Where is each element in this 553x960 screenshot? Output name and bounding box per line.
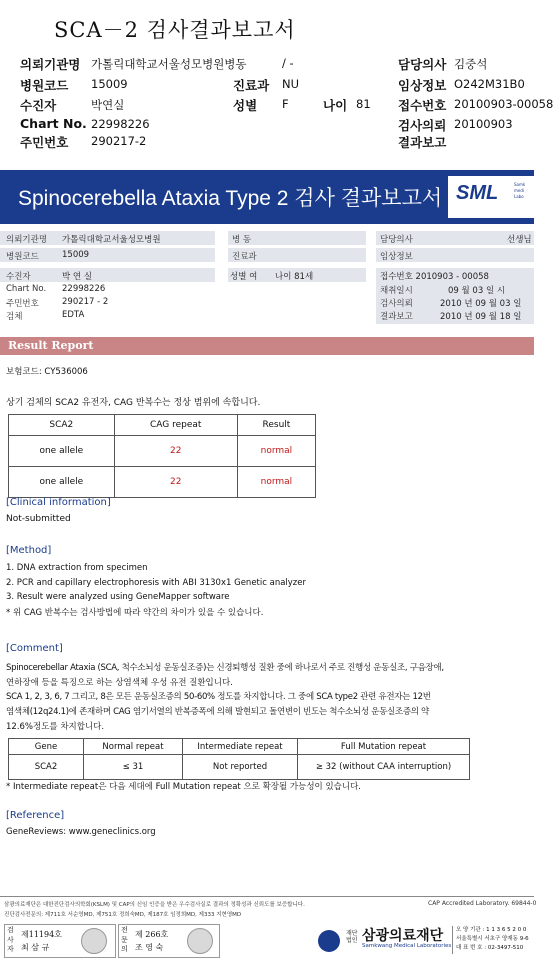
info-chart-label: Chart No. [6, 284, 47, 294]
info-req-label: 검사의뢰 [380, 299, 413, 309]
info-clinical-label: 임상정보 [380, 252, 413, 262]
footer-cap: CAP Accredited Laboratory. 69844-0 [428, 900, 537, 907]
document-title: SCA－2 검사결과보고서 [54, 18, 296, 42]
clinical-heading: [Clinical information] [6, 497, 111, 508]
allele-cell: one allele [9, 436, 115, 467]
intermediate-note: * Intermediate repeat은 다음 세대에 Full Mutation repeat 으로 확장될 가능성이 있습니다. [6, 782, 362, 792]
info-sample-value: EDTA [62, 310, 85, 320]
info-stripe [0, 268, 215, 282]
sex-label: 성별 [233, 98, 258, 113]
result-cell: normal [237, 467, 315, 498]
clinical-text: Not-submitted [6, 514, 71, 524]
info-dept-label: 진료과 [232, 252, 257, 262]
examiner-stamp [4, 924, 116, 958]
comment-line-1: Spinocerebellar Ataxia (SCA, 척수소뇌성 운동실조증)는 신경퇴행성 질환 중에 하나로서 주로 진행성 운동실조, 구음장애, [6, 663, 444, 673]
col-gene: Gene [9, 739, 84, 755]
clinical-label: 임상정보 [398, 78, 447, 93]
info-patient-label: 수진자 [6, 272, 31, 282]
org-contact: 오 양 기관 : 1 1 3 6 5 2 0 0 서울특별시 서초구 양재동 9-6 대 표 번 호 : 02-3497-510 [456, 927, 529, 951]
info-doctor-value: 선생님 [507, 235, 532, 245]
result-summary: 상기 검체의 SCA2 유전자, CAG 반복수는 정상 범위에 속합니다. [6, 398, 261, 408]
report-label: 결과보고 [398, 135, 447, 150]
reference-heading: [Reference] [6, 810, 65, 821]
method-line-3: 3. Result were analyzed using GeneMapper software [6, 592, 230, 602]
sex-value: F [282, 97, 289, 111]
gene-cell: SCA2 [9, 755, 84, 780]
col-sca2: SCA2 [9, 415, 115, 436]
repeat-cell: 22 [114, 467, 237, 498]
doctor-value: 김중석 [454, 57, 488, 71]
resident-value: 290217-2 [91, 134, 147, 148]
method-line-1: 1. DNA extraction from specimen [6, 563, 148, 573]
result-report-heading: Result Report [8, 339, 94, 352]
col-normal-repeat: Normal repeat [84, 739, 183, 755]
info-institution-label: 의뢰기관명 [6, 235, 48, 245]
repeat-range-table [8, 738, 470, 780]
sml-logo: SML [456, 182, 499, 204]
info-resident-label: 주민번호 [6, 299, 39, 309]
request-value: 20100903 [454, 117, 513, 131]
specialist-stamp-text: 제 266호 조 영 숙 [135, 930, 169, 952]
normal-cell: ≤ 31 [84, 755, 183, 780]
info-age: 나이 81세 [275, 272, 314, 282]
method-heading: [Method] [6, 545, 52, 556]
info-req-value: 2010 년 09 월 03 일 [440, 299, 522, 309]
examiner-stamp-text: 제11194호 최 삼 규 [21, 930, 62, 952]
table-row [9, 755, 470, 780]
col-full-mutation-repeat: Full Mutation repeat [298, 739, 470, 755]
institution-label: 의뢰기관명 [20, 57, 81, 72]
hospital-code-label: 병원코드 [20, 78, 69, 93]
sml-logo-box [448, 176, 534, 218]
result-report-bar [0, 337, 534, 355]
footer-separator [452, 926, 453, 954]
info-resident-value: 290217 - 2 [62, 297, 109, 307]
info-chart-value: 22998226 [62, 284, 106, 294]
method-line-2: 2. PCR and capillary electrophoresis with ABI 3130x1 Genetic analyzer [6, 578, 306, 588]
info-code-label: 병원코드 [6, 252, 39, 262]
institution-suffix: / - [282, 56, 294, 70]
doctor-label: 담당의사 [398, 57, 447, 72]
sml-logo-sub: Samk medi Labo [514, 182, 526, 199]
age-label: 나이 [323, 98, 348, 113]
patient-label: 수진자 [20, 98, 57, 113]
seal-icon [187, 928, 213, 954]
col-result: Result [237, 415, 315, 436]
allele-cell: one allele [9, 467, 115, 498]
hospital-code-value: 15009 [91, 77, 128, 91]
org-name: 삼광의료재단 [362, 928, 444, 944]
comment-line-5: 12.6%정도를 차지합니다. [6, 722, 105, 732]
footer-divider [0, 896, 534, 897]
request-label: 검사의뢰 [398, 118, 447, 133]
info-ward-label: 병 동 [232, 235, 252, 245]
reference-text: GeneReviews: www.geneclinics.org [6, 827, 156, 837]
info-collect-label: 채취일시 [380, 286, 413, 296]
info-sample-label: 검체 [6, 312, 23, 322]
footer-accreditation: 삼광의료재단은 대한진단검사의학회(KSLM) 및 CAP의 신임 인증을 받은 우수검사실로 결과의 정확성과 신뢰도를 보증합니다. [4, 902, 305, 908]
footer-pathologists: 진단검사전문의: 제711호 서순영MD, 제751호 정희숙MD, 제187호 임정희MD, 제333 지현영MD [4, 912, 242, 918]
method-note: * 위 CAG 반복수는 검사방법에 따라 약간의 차이가 있을 수 있습니다. [6, 608, 264, 618]
receipt-value: 20100903-00058 [454, 97, 553, 111]
age-value: 81 [356, 97, 371, 111]
chart-no-value: 22998226 [91, 117, 150, 131]
info-sex: 성별 여 [230, 272, 258, 282]
full-mutation-cell: ≥ 32 (without CAA interruption) [298, 755, 470, 780]
clinical-value: O242M31B0 [454, 77, 525, 91]
info-report-label: 결과보고 [380, 312, 413, 322]
info-report-value: 2010 년 09 월 18 일 [440, 312, 522, 322]
org-english-name: Samkwang Medical Laboratories [362, 943, 452, 949]
info-code-value: 15009 [62, 250, 90, 260]
org-small-label: 재단 법인 [346, 930, 358, 944]
comment-line-3: SCA 1, 2, 3, 6, 7 그리고, 8은 모든 운동실조증의 50-60% 정도를 차지합니다. 그 중에 SCA type2 관련 유전자는 12번 [6, 692, 431, 702]
info-institution-value: 가톨릭대학교서울성모병원 [62, 235, 161, 245]
info-receipt: 접수번호 2010903 - 00058 [380, 272, 489, 282]
banner-title: Spinocerebella Ataxia Type 2 검사 결과보고서 [18, 187, 443, 210]
insurance-code: 보험코드: CY536006 [6, 367, 88, 377]
comment-line-2: 연하장애 등을 특징으로 하는 상염색체 우성 유전 질환입니다. [6, 678, 233, 688]
range-table-header [9, 739, 470, 755]
dept-label: 진료과 [233, 78, 270, 93]
result-table-header [9, 415, 316, 436]
patient-value: 박연실 [91, 98, 125, 112]
chart-no-label: Chart No. [20, 116, 87, 131]
comment-heading: [Comment] [6, 643, 63, 654]
examiner-stamp-label: 검 사 자 [7, 926, 14, 953]
table-row [9, 467, 316, 498]
specialist-stamp [118, 924, 220, 958]
col-intermediate-repeat: Intermediate repeat [183, 739, 298, 755]
resident-label: 주민번호 [20, 135, 69, 150]
col-cag-repeat: CAG repeat [114, 415, 237, 436]
samkwang-logo-icon [318, 930, 340, 952]
repeat-cell: 22 [114, 436, 237, 467]
report-banner [0, 170, 534, 224]
result-cell: normal [237, 436, 315, 467]
info-patient-value: 박 연 실 [62, 272, 93, 282]
info-doctor-label: 담당의사 [380, 235, 413, 245]
specialist-stamp-label: 전 문 의 [121, 926, 128, 953]
table-row [9, 436, 316, 467]
comment-line-4: 염색체(12q24.1)에 존재하며 CAG 염기서열의 반복증폭에 의해 발현되고 돌연변이 빈도는 척수소뇌성 운동실조증의 약 [6, 707, 429, 717]
receipt-label: 접수번호 [398, 98, 447, 113]
info-collect-value: 09 월 03 일 시 [448, 286, 506, 296]
result-table [8, 414, 316, 498]
institution-value: 가톨릭대학교서울성모병원병동 [91, 57, 247, 71]
seal-icon [81, 928, 107, 954]
intermediate-cell: Not reported [183, 755, 298, 780]
dept-value: NU [282, 77, 300, 91]
